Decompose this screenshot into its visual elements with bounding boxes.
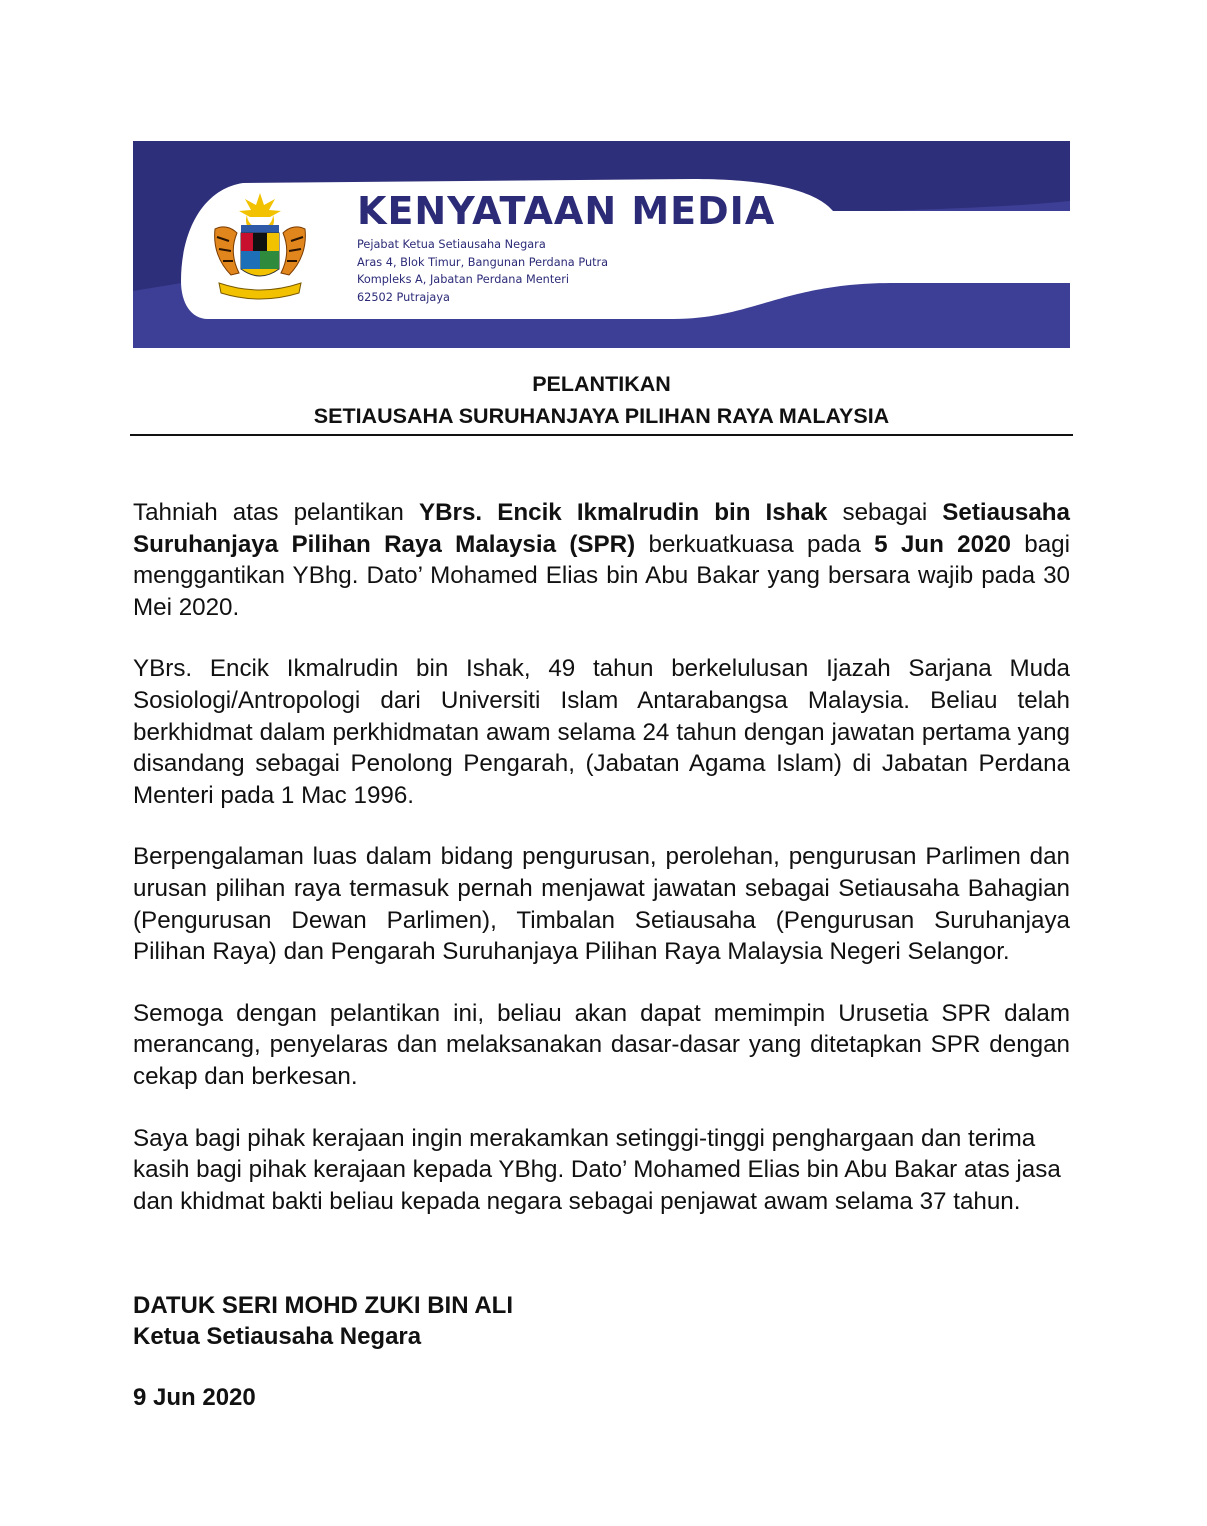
address-line: Pejabat Ketua Setiausaha Negara xyxy=(357,238,546,251)
malaysia-coat-of-arms-icon xyxy=(209,189,311,301)
media-banner xyxy=(133,141,1070,348)
office-address xyxy=(357,236,608,306)
statement-body xyxy=(133,497,1070,1247)
paragraph-5: Saya bagi pihak kerajaan ingin merakamkan setinggi-tinggi penghargaan dan terima kasih bagi pihak kerajaan kepada YBhg. Dato’ Mohamed Elias bin Abu Bakar atas jasa dan khidmat bakti beliau kepada negara sebagai penjawat awam selama 37 tahun. xyxy=(133,1124,1061,1215)
heading-line-1: PELANTIKAN xyxy=(532,372,671,396)
signature-block xyxy=(133,1290,513,1352)
effective-date: 5 Jun 2020 xyxy=(874,530,1011,558)
paragraph-3: Berpengalaman luas dalam bidang pengurusan, perolehan, pengurusan Parlimen dan urusan pilihan raya termasuk pernah menjawat jawatan sebagai Setiausaha Bahagian (Pengurusan Dewan Parlimen), Timbalan Setiausaha (Pengurusan Suruhanjaya Pilihan Raya) dan Pengarah Suruhanjaya Pilihan Raya Malaysia Negeri Selangor. xyxy=(133,843,1070,966)
announcement-heading xyxy=(130,368,1073,436)
paragraph-4: Semoga dengan pelantikan ini, beliau akan dapat memimpin Urusetia SPR dalam merancang, penyelaras dan melaksanakan dasar-dasar yang ditetapkan SPR dengan cekap dan berkesan. xyxy=(133,999,1070,1090)
paragraph-2: YBrs. Encik Ikmalrudin bin Ishak, 49 tahun berkelulusan Ijazah Sarjana Muda Sosiologi/Antropologi dari Universiti Islam Antarabangsa Malaysia. Beliau telah berkhidmat dalam perkhidmatan awam selama 24 tahun dengan jawatan pertama yang disandang sebagai Penolong Pengarah, (Jabatan Agama Islam) di Jabatan Perdana Menteri pada 1 Mac 1996. xyxy=(133,655,1070,809)
heading-line-2: SETIAUSAHA SURUHANJAYA PILIHAN RAYA MALAYSIA xyxy=(313,404,890,428)
position-title: Setiausaha Suruhanjaya Pilihan Raya Malaysia (SPR) xyxy=(133,499,1071,558)
address-line: Aras 4, Blok Timur, Bangunan Perdana Putra xyxy=(357,255,609,269)
text: Tahniah atas pelantikan xyxy=(133,499,419,526)
signatory-title: Ketua Setiausaha Negara xyxy=(133,1323,422,1350)
address-line: Kompleks A, Jabatan Perdana Menteri xyxy=(357,273,569,286)
text: bagi menggantikan YBhg. Dato’ Mohamed Elias bin Abu Bakar yang bersara wajib pada 30 Mei 2020. xyxy=(133,530,1070,621)
text: sebagai xyxy=(827,499,943,526)
address-line: 62502 Putrajaya xyxy=(357,290,450,304)
signatory-name: DATUK SERI MOHD ZUKI BIN ALI xyxy=(133,1292,513,1319)
media-statement-title: KENYATAAN MEDIA xyxy=(357,189,776,233)
text: berkuatkuasa pada xyxy=(635,530,875,558)
paragraph-1 xyxy=(133,497,1070,623)
statement-date: 9 Jun 2020 xyxy=(133,1384,256,1411)
appointee-name: YBrs. Encik Ikmalrudin bin Ishak xyxy=(418,499,828,526)
